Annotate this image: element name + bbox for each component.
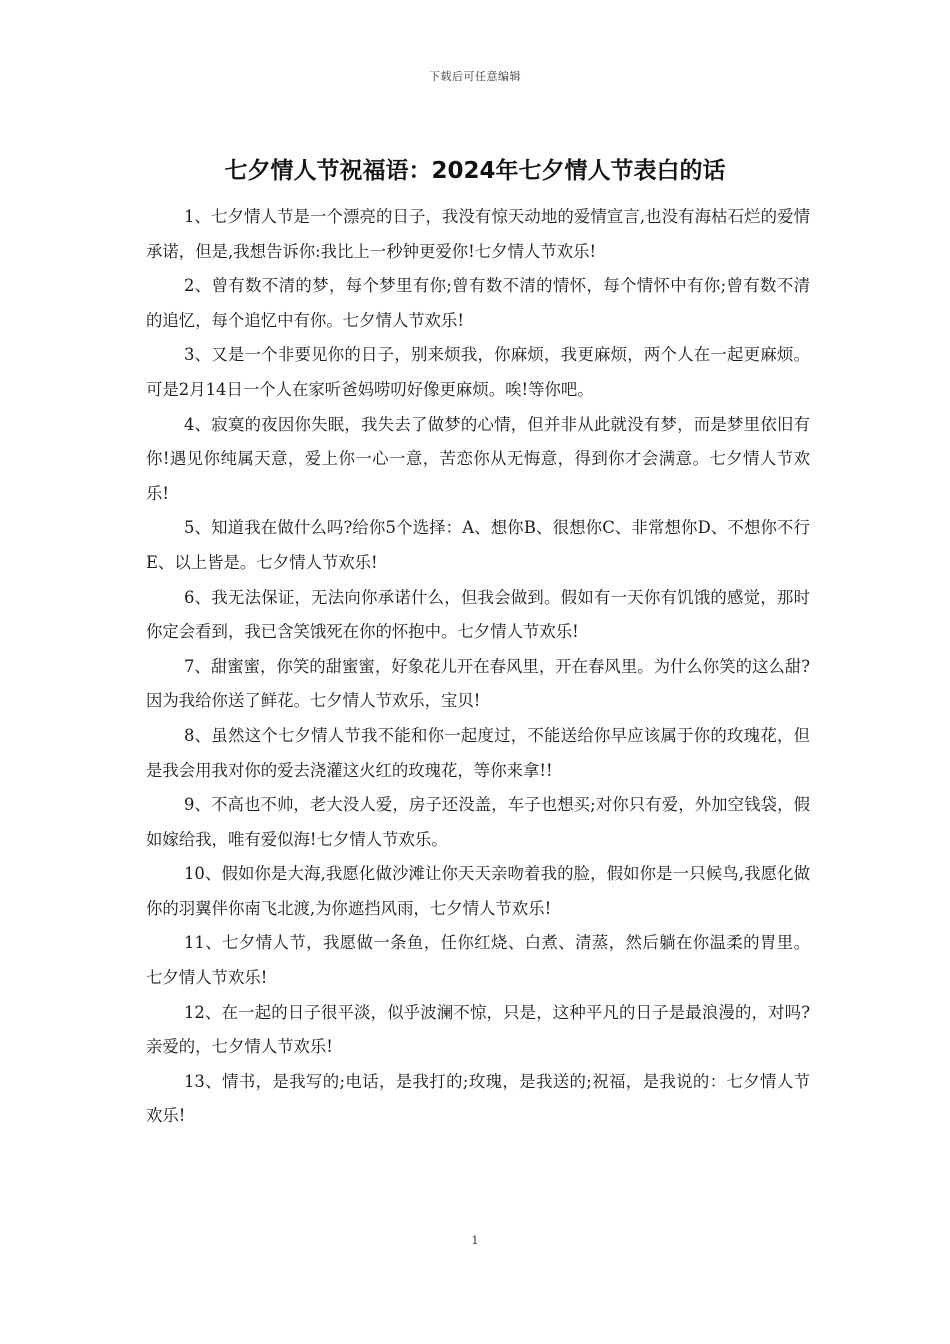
page-header-note: 下载后可任意编辑	[429, 70, 521, 83]
paragraph-4: 4、寂寞的夜因你失眠，我失去了做梦的心情，但并非从此就没有梦，而是梦里依旧有你!遇见你纯属天意，爱上你一心一意，苦恋你从无悔意，得到你才会满意。七夕情人节欢乐!	[146, 414, 810, 503]
paragraph-12: 12、在一起的日子很平淡，似乎波澜不惊，只是，这种平凡的日子是最浪漫的，对吗?亲爱的，七夕情人节欢乐!	[146, 1002, 810, 1057]
paragraph-7: 7、甜蜜蜜，你笑的甜蜜蜜，好象花儿开在春风里，开在春风里。为什么你笑的这么甜?因为我给你送了鲜花。七夕情人节欢乐，宝贝!	[146, 656, 810, 711]
paragraph-8: 8、虽然这个七夕情人节我不能和你一起度过，不能送给你早应该属于你的玫瑰花，但是我会用我对你的爱去浇灌这火红的玫瑰花，等你来拿!!	[146, 725, 810, 780]
paragraph-5: 5、知道我在做什么吗?给你5个选择：A、想你B、很想你C、非常想你D、不想你不行E、以上皆是。七夕情人节欢乐!	[146, 518, 810, 572]
paragraph-1: 1、七夕情人节是一个漂亮的日子，我没有惊天动地的爱情宣言,也没有海枯石烂的爱情承诺，但是,我想告诉你:我比上一秒钟更爱你!七夕情人节欢乐!	[146, 207, 810, 261]
page-number: 1	[471, 1234, 479, 1247]
document-body	[146, 200, 810, 1134]
paragraph-2: 2、曾有数不清的梦，每个梦里有你;曾有数不清的情怀，每个情怀中有你;曾有数不清的追忆，每个追忆中有你。七夕情人节欢乐!	[146, 276, 810, 330]
paragraph-9: 9、不高也不帅，老大没人爱，房子还没盖，车子也想买;对你只有爱，外加空钱袋，假如嫁给我，唯有爱似海!七夕情人节欢乐。	[146, 795, 810, 849]
document-title: 七夕情人节祝福语：2024年七夕情人节表白的话	[224, 158, 726, 184]
paragraph-13: 13、情书，是我写的;电话，是我打的;玫瑰，是我送的;祝福，是我说的：七夕情人节欢乐!	[146, 1071, 810, 1126]
paragraph-10: 10、假如你是大海,我愿化做沙滩让你天天亲吻着我的脸，假如你是一只候鸟,我愿化做你的羽翼伴你南飞北渡,为你遮挡风雨，七夕情人节欢乐!	[146, 864, 810, 918]
paragraph-6: 6、我无法保证，无法向你承诺什么，但我会做到。假如有一天你有饥饿的感觉，那时你定会看到，我已含笑饿死在你的怀抱中。七夕情人节欢乐!	[146, 587, 810, 642]
paragraph-11: 11、七夕情人节，我愿做一条鱼，任你红烧、白煮、清蒸，然后躺在你温柔的胃里。七夕情人节欢乐!	[146, 933, 810, 988]
paragraph-3: 3、又是一个非要见你的日子，别来烦我，你麻烦，我更麻烦，两个人在一起更麻烦。可是2月14日一个人在家听爸妈唠叨好像更麻烦。唉!等你吧。	[146, 345, 810, 399]
